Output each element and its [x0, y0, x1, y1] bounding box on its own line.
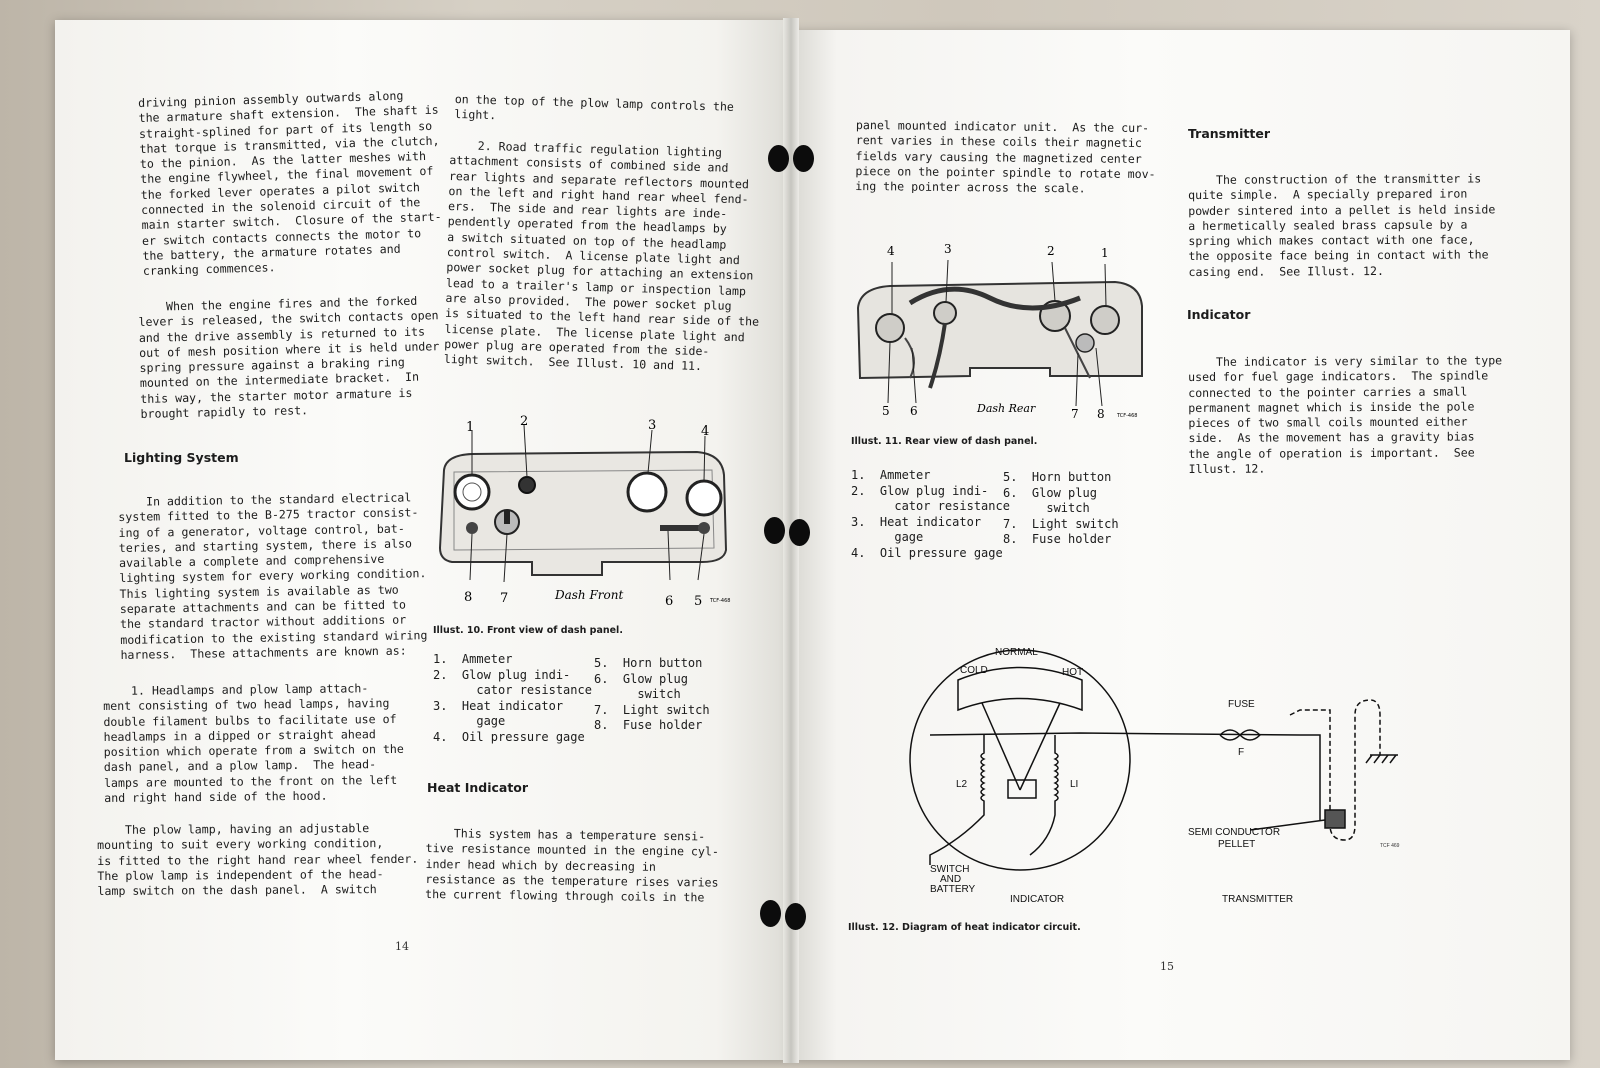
- heat-indicator-heading: Heat Indicator: [427, 780, 529, 795]
- label-battery: BATTERY: [930, 884, 976, 895]
- figure-number: 2: [1047, 244, 1055, 258]
- figure-number: 2: [520, 414, 529, 429]
- figure-number: 4: [701, 424, 710, 439]
- figure-caption: Illust. 12. Diagram of heat indicator circuit.: [848, 922, 1081, 933]
- figure-title: Dash Rear: [977, 402, 1036, 415]
- paragraph: The construction of the transmitter is quite simple. A specially prepared iron powder sintered into a pellet is held inside a hermetically sealed brass capsule by a spring which makes contact with one face, the opposite face being in contact with the casing end. See Illust. 12.: [1188, 171, 1496, 279]
- label-f: F: [1238, 747, 1245, 758]
- figure-code: TCF-468: [710, 598, 731, 604]
- horn-button: [698, 522, 710, 534]
- figure-number: 1: [1101, 246, 1109, 260]
- coil-l1: [1030, 735, 1058, 855]
- figure-number: 8: [1097, 407, 1105, 421]
- heat-indicator-gauge: [628, 473, 666, 511]
- figure-number: 1: [466, 420, 475, 435]
- figure-number: 3: [944, 242, 952, 256]
- ammeter-gauge: [455, 475, 489, 509]
- figure-number: 7: [1071, 407, 1079, 421]
- figure-number: 3: [648, 418, 657, 433]
- transmitter-heading: Transmitter: [1188, 126, 1270, 141]
- fuse-holder: [466, 522, 478, 534]
- binding-hole: [789, 519, 810, 546]
- page-number: 15: [1160, 960, 1174, 973]
- binding-hole: [793, 145, 814, 172]
- page-number: 14: [395, 940, 409, 953]
- figure-caption: Illust. 10. Front view of dash panel.: [433, 625, 623, 636]
- label-cold: COLD: [960, 665, 988, 676]
- legend-list: 1. Ammeter 2. Glow plug indi- cator resistance 3. Heat indicator gage 4. Oil pressure gage: [851, 468, 1010, 560]
- figure-number: 5: [882, 404, 890, 418]
- label-normal: NORMAL: [995, 647, 1038, 658]
- paragraph: In addition to the standard electrical system fitted to the B-275 tractor consist- ing of a generator, voltage control, bat- teries, and starting system, there is also available a complete and comprehensive lighting system for every working condition. This lighting system is available as two separate attachments and can be fitted to the standard tractor without additions or modification to the existing standard wiring harness. These attachments are known as:: [118, 490, 428, 662]
- dash-front-illustration: [432, 410, 732, 615]
- lighting-system-heading: Lighting System: [124, 450, 239, 465]
- figure-number: 6: [665, 594, 674, 609]
- label-indicator: INDICATOR: [1010, 894, 1065, 905]
- legend-list: 5. Horn button 6. Glow plug switch 7. Light switch 8. Fuse holder: [594, 656, 710, 732]
- paragraph: 2. Road traffic regulation lighting attachment consists of combined side and rear lights and separate reflectors mounted on the left and right hand rear wheel fend- ers. The side and rear lights are inde- pendently operated from the headlamps by a switch situated on top of the headlamp control switch. A license plate light and power socket plug for attaching an extension lead to a trailer's lamp or inspection lamp are also provided. The power socket plug is situated to the left hand rear side of the license plate. The license plate light and power plug are operated from the side- light switch. See Illust. 10 and 11.: [443, 138, 760, 374]
- figure-code: TCF 469: [1380, 843, 1400, 849]
- paragraph: on the top of the plow lamp controls the light.: [454, 92, 735, 123]
- figure-number: 4: [887, 244, 895, 258]
- label-transmitter: TRANSMITTER: [1222, 894, 1294, 905]
- binding-hole: [760, 900, 781, 927]
- figure-title: Dash Front: [555, 588, 624, 602]
- glow-plug-switch: [660, 525, 700, 531]
- figure-caption: Illust. 11. Rear view of dash panel.: [851, 436, 1038, 447]
- coil-l2: [930, 735, 984, 865]
- paragraph: When the engine fires and the forked lever is released, the switch contacts open and the drive assembly is returned to its out of mesh position where it is held under spring pressure against a braking ring mounted on the intermediate bracket. In this way, the starter motor armature is brought rapidly to rest.: [138, 293, 440, 422]
- label-l1: LI: [1070, 779, 1079, 790]
- label-hot: HOT: [1062, 667, 1084, 678]
- figure-number: 8: [464, 590, 473, 605]
- figure-number: 5: [694, 594, 703, 609]
- binding-hole: [764, 517, 785, 544]
- indicator-heading: Indicator: [1187, 307, 1251, 322]
- dash-rear-illustration: [850, 258, 1150, 418]
- binding-hole: [768, 145, 789, 172]
- binding-hole: [785, 903, 806, 930]
- semi-conductor-pellet: [1325, 810, 1345, 828]
- legend-list: 5. Horn button 6. Glow plug switch 7. Light switch 8. Fuse holder: [1003, 470, 1119, 546]
- label-fuse: FUSE: [1228, 699, 1255, 710]
- heat-indicator-circuit-diagram: [900, 625, 1510, 915]
- oil-pressure-gauge: [687, 481, 721, 515]
- label-semi-conductor: SEMI CONDUCTOR: [1188, 827, 1281, 838]
- label-l2: L2: [956, 779, 968, 790]
- glow-plug-indicator: [519, 477, 535, 493]
- label-and: AND: [940, 874, 962, 885]
- label-switch: SWITCH: [930, 864, 970, 875]
- paragraph: 1. Headlamps and plow lamp attach- ment consisting of two head lamps, having double filament bulbs to facilitate use of headlamps in a dipped or straight ahead position which operate from a switch on the dash panel, and a plow lamp. The head- lamps are mounted to the front on the left and right hand side of the hood.: [103, 681, 404, 806]
- paragraph: The indicator is very similar to the type used for fuel gage indicators. The spindle connected to the pointer carries a small permanent magnet which is inside the pole pieces of two small coils mounted either side. As the movement has a gravity bias the angle of operation is important. See Illust. 12.: [1188, 353, 1503, 477]
- paragraph: The plow lamp, having an adjustable mounting to suit every working condition, is fitted to the right hand rear wheel fender. The plow lamp is independent of the head- lamp switch on the dash panel. A switch: [97, 821, 419, 899]
- legend-list: 1. Ammeter 2. Glow plug indi- cator resistance 3. Heat indicator gage 4. Oil pressure gage: [433, 652, 592, 744]
- paragraph: panel mounted indicator unit. As the cur- rent varies in these coils their magnetic fields vary causing the magnetized center piece on the pointer spindle to rotate mov- ing the pointer across the scale.: [855, 118, 1156, 196]
- figure-number: 7: [500, 591, 509, 606]
- paragraph: This system has a temperature sensi- tive resistance mounted in the engine cyl- inder head which by decreasing in resistance as the temperature rises varies the current flowing through coils in the: [425, 826, 719, 905]
- figure-number: 6: [910, 404, 918, 418]
- paragraph: driving pinion assembly outwards along the armature shaft extension. The shaft is straight-splined for part of its length so that torque is transmitted, via the clutch, to the pinion. As the latter meshes with the engine flywheel, the final movement of the forked lever operates a pilot switch connected in the solenoid circuit of the main starter switch. Closure of the start- er switch contacts connects the motor to the battery, the armature rotates and cranking commences.: [138, 88, 442, 279]
- indicator-dial: [910, 650, 1130, 870]
- indicator-magnet: [1008, 780, 1036, 798]
- label-pellet: PELLET: [1218, 839, 1256, 850]
- figure-code: TCF-468: [1117, 413, 1138, 419]
